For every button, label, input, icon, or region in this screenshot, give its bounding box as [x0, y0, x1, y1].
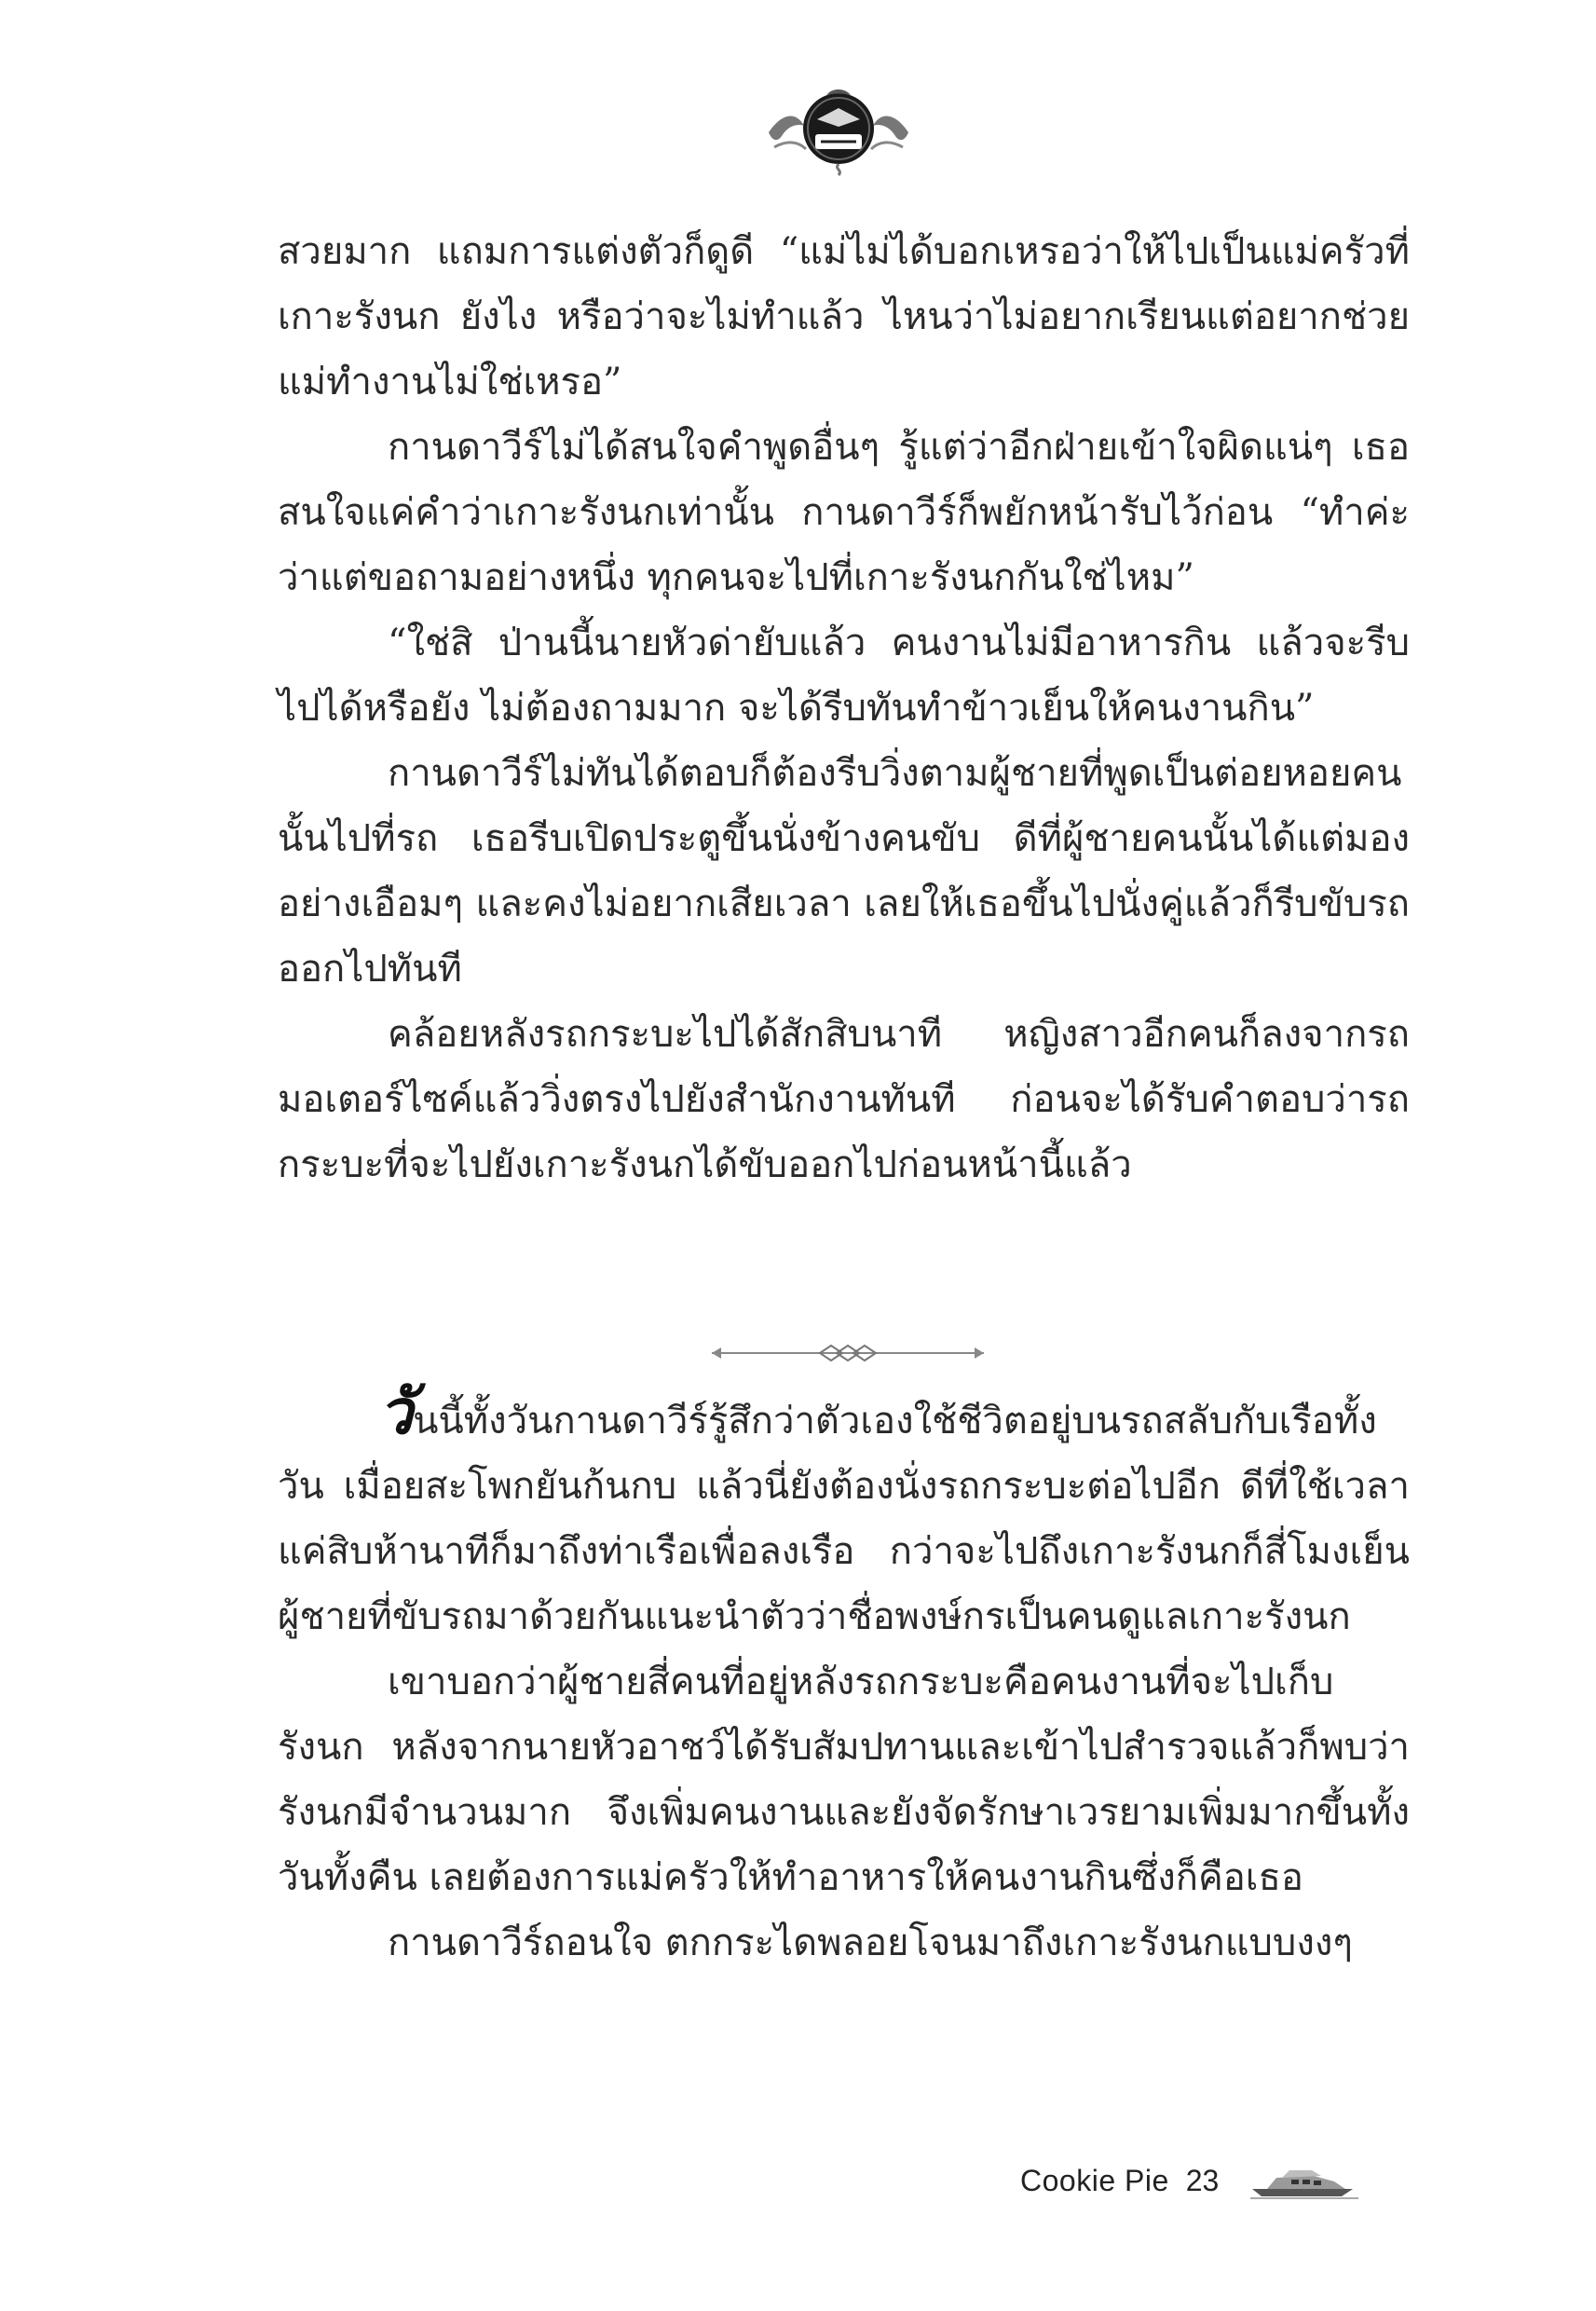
paragraph: คล้อยหลังรถกระบะไปได้สักสิบนาที หญิงสาวอีกคนก็ลงจากรถมอเตอร์ไซค์แล้ววิ่งตรงไปยังสำนักงานทันที ก่อนจะได้รับคำตอบว่ารถกระบะที่จะไปยังเกาะรังนกได้ขับออกไปก่อนหน้านี้แล้ว — [278, 1013, 1410, 1186]
drop-cap: วั — [378, 1376, 414, 1448]
lead-text: นนี้ทั้งวันกานดาวีร์รู้สึกว่าตัวเองใช้ชีวิตอยู่บนรถสลับกับเรือทั้งวัน เมื่อยสะโพกยันก้นกบ แล้วนี่ยังต้องนั่งรถกระบะต่อไปอีก ดีที่ใช้เวลาแค่สิบห้านาทีก็มาถึงท่าเรือเพื่อลงเรือ กว่าจะไปถึงเกาะรังนกก็สี่โมงเย็น ผู้ชายที่ขับรถมาด้วยกันแนะนำตัวว่าชื่อพงษ์กรเป็นคนดูแลเกาะรังนก — [278, 1400, 1410, 1638]
publisher-emblem-icon — [759, 75, 918, 177]
text-block-bottom — [278, 1376, 1410, 1976]
paragraph: สวยมาก แถมการแต่งตัวก็ดูดี “แม่ไม่ได้บอกเหรอว่าให้ไปเป็นแม่ครัวที่เกาะรังนก ยังไง หรือว่าจะไม่ทำแล้ว ไหนว่าไม่อยากเรียนแต่อยากช่วยแม่ทำงานไม่ใช่เหรอ” — [278, 230, 1410, 403]
paragraph: กานดาวีร์ไม่ได้สนใจคำพูดอื่นๆ รู้แต่ว่าอีกฝ่ายเข้าใจผิดแน่ๆ เธอสนใจแค่คำว่าเกาะรังนกเท่านั้น กานดาวีร์ก็พยักหน้ารับไว้ก่อน “ทำค่ะ ว่าแต่ขอถามอย่างหนึ่ง ทุกคนจะไปที่เกาะรังนกกันใช่ไหม” — [278, 426, 1410, 599]
paragraph: เขาบอกว่าผู้ชายสี่คนที่อยู่หลังรถกระบะคือคนงานที่จะไปเก็บรังนก หลังจากนายหัวอาชว์ได้รับสัมปทานและเข้าไปสำรวจแล้วก็พบว่ารังนกมีจำนวนมาก จึงเพิ่มคนงานและยังจัดรักษาเวรยามเพิ่มมากขึ้นทั้งวันทั้งคืน เลยต้องการแม่ครัวให้ทำอาหารให้คนงานกินซึ่งก็คือเธอ — [278, 1661, 1410, 1899]
footer-book-title: Cookie Pie — [1020, 2163, 1169, 2197]
text-block-top — [278, 219, 1410, 1197]
lead-paragraph — [278, 1376, 1410, 1649]
paragraph: กานดาวีร์ไม่ทันได้ตอบก็ต้องรีบวิ่งตามผู้ชายที่พูดเป็นต่อยหอยคนนั้นไปที่รถ เธอรีบเปิดประตูขึ้นนั่งข้างคนขับ ดีที่ผู้ชายคนนั้นได้แต่มองอย่างเอือมๆ และคงไม่อยากเสียเวลา เลยให้เธอขึ้นไปนั่งคู่แล้วก็รีบขับรถออกไปทันที — [278, 752, 1410, 991]
ornamental-divider-icon — [708, 1342, 988, 1364]
paragraph: กานดาวีร์ถอนใจ ตกกระไดพลอยโจนมาถึงเกาะรังนกแบบงงๆ — [388, 1921, 1353, 1964]
yacht-icon — [1248, 2161, 1360, 2200]
page-footer — [1020, 2153, 1430, 2208]
paragraph: “ใช่สิ ป่านนี้นายหัวด่ายับแล้ว คนงานไม่มีอาหารกิน แล้วจะรีบไปได้หรือยัง ไม่ต้องถามมาก จะได้รีบทันทำข้าวเย็นให้คนงานกิน” — [278, 622, 1410, 730]
page-number: 23 — [1185, 2163, 1220, 2197]
